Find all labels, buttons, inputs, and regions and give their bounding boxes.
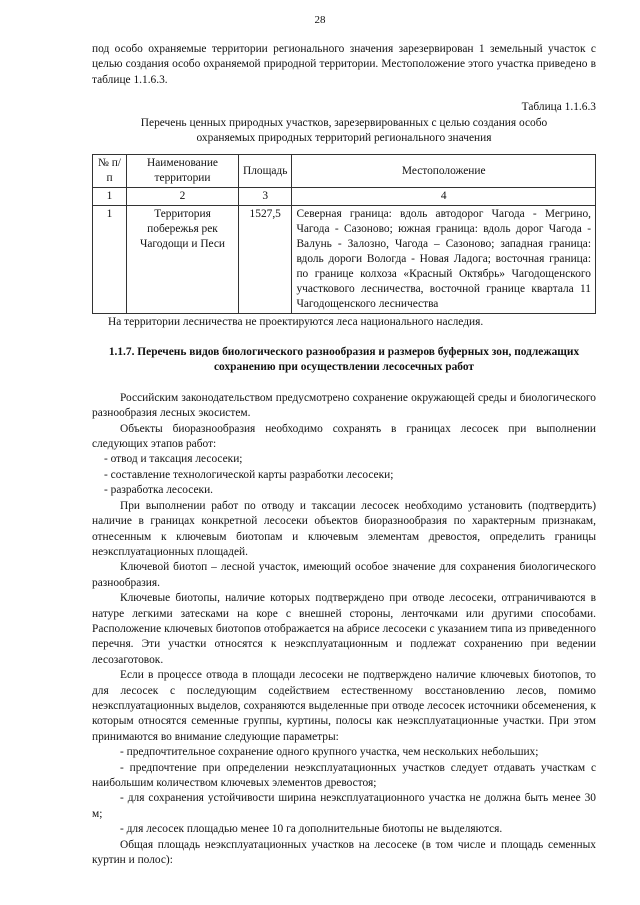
body-paragraph: Ключевой биотоп – лесной участок, имеющий особое значение для сохранения биологического разнообразия. <box>92 561 596 589</box>
parameters-list <box>92 745 596 837</box>
list-item: - составление технологической карты разработки лесосеки; <box>104 468 394 481</box>
header-name: Наименование территории <box>127 155 239 188</box>
body-paragraph: Объекты биоразнообразия необходимо сохранять в границах лесосек при выполнении следующих этапов работ: <box>92 422 596 451</box>
list-item: - разработка лесосеки. <box>104 484 214 497</box>
list-item: - для сохранения устойчивости ширина неэксплуатационного участка не должна быть менее 30 м; <box>92 792 596 820</box>
row-area: 1527,5 <box>239 206 292 314</box>
stages-list <box>92 452 596 498</box>
column-number: 2 <box>127 188 239 206</box>
header-location: Местоположение <box>292 155 596 188</box>
table-note: На территории лесничества не проектируются леса национального наследия. <box>108 316 484 329</box>
table-label: Таблица 1.1.6.3 <box>521 101 596 114</box>
list-item: - предпочтительное сохранение одного крупного участка, чем нескольких небольших; <box>120 746 539 759</box>
column-number: 3 <box>239 188 292 206</box>
page-content <box>92 42 596 868</box>
table-caption: Перечень ценных природных участков, зарезервированных с целью создания особо охраняемых природных территорий регионального значения <box>140 116 548 145</box>
body-paragraph: Если в процессе отвода в площади лесосеки не подтверждено наличие ключевых биотопов, то для лесосек с последующим содействием естественному восстановлению лесов, помимо неэксплуатационных выделов, сохраняются выделенные при отводе лесосек источники обсеменения, к которым относятся семенные группы, куртины, полосы как неэксплуатационные участки. При этом принимаются во внимание следующие параметры: <box>92 669 596 743</box>
row-location: Северная граница: вдоль автодорог Чагода - Мегрино, Чагода - Сазоново; южная граница: вдоль дорог Чагода - Валунь - Залозно, Чагода – Сазоново; западная граница: вдоль дороги Вологда - Новая Ладога; восточная граница: по границе колхоза «Красный Октябрь» Чагодощенского участкового лесничества, восточной границе квартала 11 Чагодощенского лесничества <box>292 206 596 314</box>
intro-paragraph: под особо охраняемые территории регионального значения зарезервирован 1 земельный участок с целью создания особо охраняемой природной территории. Местоположение этого участка приведено в таблице 1.1.6.3. <box>92 43 596 86</box>
page-number: 28 <box>314 14 326 26</box>
table-column-number-row <box>93 188 596 206</box>
column-number: 4 <box>292 188 596 206</box>
column-number: 1 <box>93 188 127 206</box>
row-num: 1 <box>93 206 127 314</box>
body-paragraph: Общая площадь неэксплуатационных участков на лесосеке (в том числе и площадь семенных куртин и полос): <box>92 838 596 867</box>
table-row <box>93 206 596 314</box>
section-heading: 1.1.7. Перечень видов биологического разнообразия и размеров буферных зон, подлежащих сохранению при осуществлении лесосечных работ <box>108 345 580 373</box>
body-paragraph: При выполнении работ по отводу и таксации лесосек необходимо установить (подтвердить) наличие в границах конкретной лесосеки объектов биоразнообразия по характерным признакам, отнесенным к ключевым биотопам и ключевым элементам древостоя, определить границы неэксплуатационных площадей. <box>92 499 596 558</box>
reserved-areas-table <box>92 154 596 314</box>
list-item: - отвод и таксация лесосеки; <box>104 453 243 466</box>
list-item: - для лесосек площадью менее 10 га дополнительные биотопы не выделяются. <box>120 823 503 836</box>
header-num: № п/п <box>93 155 127 188</box>
body-paragraph: Ключевые биотопы, наличие которых подтверждено при отводе лесосеки, отграничиваются в натуре легкими затесками на коре с внешней стороны, ленточками или другими способами. Расположение ключевых биотопов отображается на абрисе лесосеки с указанием типа из приведенного перечня. Эти участки относятся к неэксплуатационным и подлежат сохранению при ведении лесозаготовок. <box>92 592 596 666</box>
body-paragraph: Российским законодательством предусмотрено сохранение окружающей среды и биологического разнообразия лесных экосистем. <box>92 391 596 420</box>
list-item: - предпочтение при определении неэксплуатационных участков следует отдавать участкам с наибольшим количеством ключевых элементов древостоя; <box>92 761 596 789</box>
header-area: Площадь <box>239 155 292 188</box>
row-name: Территория побережья рек Чагодощи и Песи <box>127 206 239 314</box>
table-header-row <box>93 155 596 188</box>
